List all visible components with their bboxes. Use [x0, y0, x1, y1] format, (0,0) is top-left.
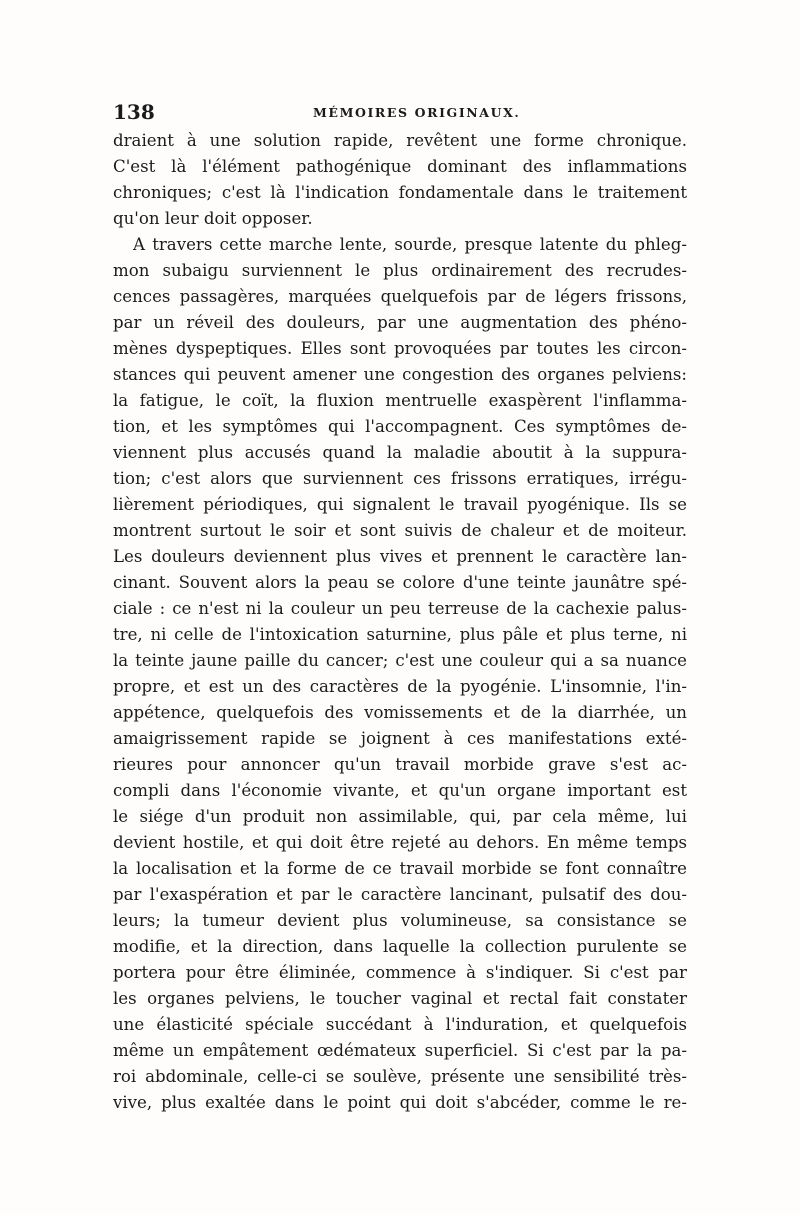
running-head: MÉMOIRES ORIGINAUX.: [313, 105, 521, 120]
text-line: compli dans l'économie vivante, et qu'un organe important est: [113, 781, 687, 800]
page-number: 138: [113, 100, 155, 124]
text-line: chroniques; c'est là l'indication fondamentale dans le traitement: [113, 183, 687, 202]
text-line: même un empâtement œdémateux superficiel. Si c'est par la pa-: [113, 1041, 687, 1060]
text-line: lièrement périodiques, qui signalent le travail pyogénique. Ils se: [113, 495, 687, 514]
text-line: tion; c'est alors que surviennent ces frissons erratiques, irrégu-: [113, 469, 687, 488]
text-line: appétence, quelquefois des vomissements et de la diarrhée, un: [113, 703, 687, 722]
text-line: roi abdominale, celle-ci se soulève, présente une sensibilité très-: [113, 1067, 687, 1086]
text-line: propre, et est un des caractères de la pyogénie. L'insomnie, l'in-: [113, 677, 687, 696]
text-line: A travers cette marche lente, sourde, presque latente du phleg-: [133, 235, 687, 254]
text-line: par un réveil des douleurs, par une augmentation des phéno-: [113, 313, 687, 332]
text-line: stances qui peuvent amener une congestion des organes pelviens:: [113, 365, 687, 384]
text-line: amaigrissement rapide se joignent à ces manifestations exté-: [113, 729, 687, 748]
text-line: les organes pelviens, le toucher vaginal et rectal fait constater: [113, 989, 687, 1008]
text-line: viennent plus accusés quand la maladie aboutit à la suppura-: [113, 443, 687, 462]
paragraph-phlegmon-course: [113, 232, 687, 1116]
text-line: draient à une solution rapide, revêtent une forme chronique.: [113, 131, 687, 150]
page-header: [113, 100, 685, 124]
text-line: la localisation et la forme de ce travail morbide se font connaître: [113, 859, 687, 878]
text-line: mènes dyspeptiques. Elles sont provoquées par toutes les circon-: [113, 339, 687, 358]
text-line: la teinte jaune paille du cancer; c'est une couleur qui a sa nuance: [113, 651, 687, 670]
text-line: devient hostile, et qui doit être rejeté au dehors. En même temps: [113, 833, 687, 852]
text-line: rieures pour annoncer qu'un travail morbide grave s'est ac-: [113, 755, 687, 774]
paragraph-continuation: [113, 128, 687, 232]
text-line: ciale : ce n'est ni la couleur un peu terreuse de la cachexie palus-: [113, 599, 687, 618]
text-line: cinant. Souvent alors la peau se colore d'une teinte jaunâtre spé-: [113, 573, 687, 592]
text-line: tion, et les symptômes qui l'accompagnent. Ces symptômes de-: [113, 417, 687, 436]
text-line: tre, ni celle de l'intoxication saturnine, plus pâle et plus terne, ni: [113, 625, 687, 644]
text-line: la fatigue, le coït, la fluxion mentruelle exaspèrent l'inflamma-: [113, 391, 687, 410]
text-line: mon subaigu surviennent le plus ordinairement des recrudes-: [113, 261, 687, 280]
text-line: par l'exaspération et par le caractère lancinant, pulsatif des dou-: [113, 885, 687, 904]
text-line: cences passagères, marquées quelquefois par de légers frissons,: [113, 287, 687, 306]
text-line: Les douleurs deviennent plus vives et prennent le caractère lan-: [113, 547, 687, 566]
text-line: modifie, et la direction, dans laquelle la collection purulente se: [113, 937, 687, 956]
text-line: une élasticité spéciale succédant à l'induration, et quelquefois: [113, 1015, 687, 1034]
text-line: portera pour être éliminée, commence à s'indiquer. Si c'est par: [113, 963, 687, 982]
text-line: C'est là l'élément pathogénique dominant des inflammations: [113, 157, 687, 176]
text-line: vive, plus exaltée dans le point qui doit s'abcéder, comme le re-: [113, 1093, 687, 1112]
text-line: le siége d'un produit non assimilable, qui, par cela même, lui: [113, 807, 687, 826]
text-line: montrent surtout le soir et sont suivis de chaleur et de moiteur.: [113, 521, 687, 540]
body-text: [113, 128, 687, 1116]
text-line: qu'on leur doit opposer.: [113, 209, 313, 228]
text-line: leurs; la tumeur devient plus volumineuse, sa consistance se: [113, 911, 687, 930]
